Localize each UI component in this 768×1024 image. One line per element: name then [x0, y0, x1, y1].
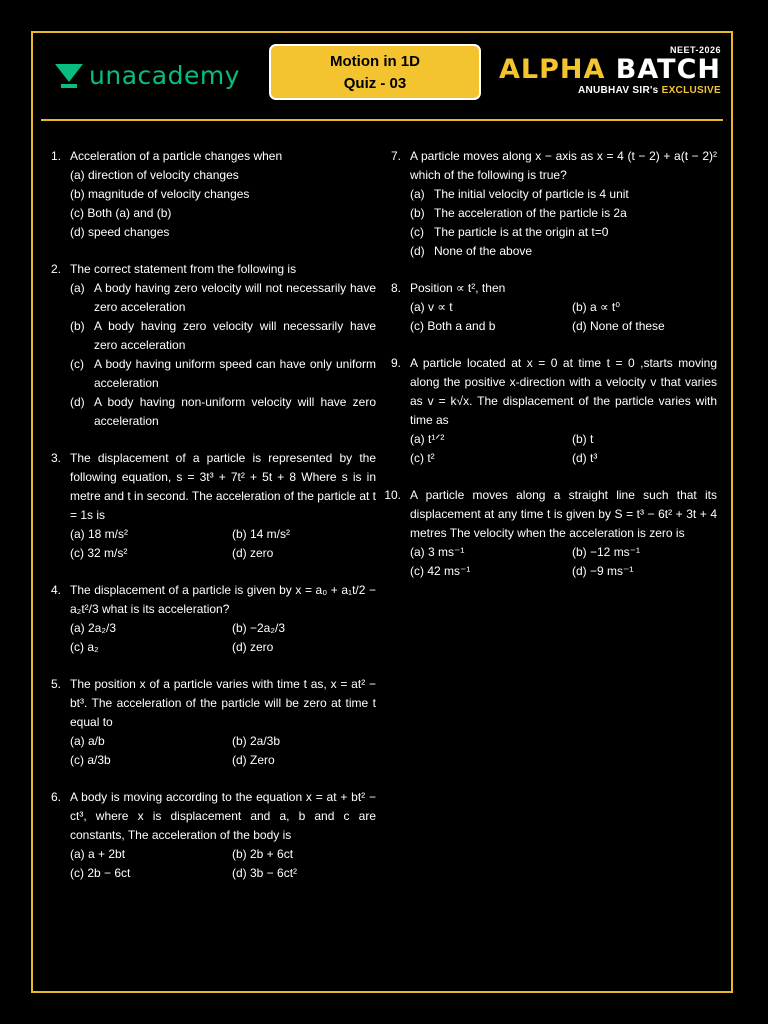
option: (d) t³	[572, 451, 598, 465]
question-stem: The position x of a particle varies with time t as, x = at² − bt³. The acceleration of the particle will be zero at time t equal to	[70, 677, 376, 729]
question-stem: Acceleration of a particle changes when	[70, 149, 283, 163]
question-4	[43, 581, 376, 657]
question-number: 7.	[390, 149, 401, 163]
question-stem: The correct statement from the following is	[70, 262, 297, 276]
question-body	[410, 279, 717, 336]
page-frame	[31, 31, 733, 993]
question-10	[383, 486, 717, 581]
question-number: 8.	[390, 281, 401, 295]
question-7	[383, 147, 717, 261]
option-text: A body having uniform speed can have only uniform acceleration	[94, 357, 376, 390]
question-body	[70, 675, 376, 770]
question-number: 4.	[50, 583, 61, 597]
option-grid	[70, 525, 376, 563]
option-letter: (a)	[70, 281, 85, 295]
question-number: 2.	[50, 262, 61, 276]
unacademy-logo	[53, 61, 240, 90]
option: (d) None of these	[572, 319, 665, 333]
option: (c) Both (a) and (b)	[70, 206, 172, 220]
option-letter: (d)	[410, 244, 425, 258]
option: (c) a₂	[70, 640, 99, 654]
header-divider	[41, 119, 723, 121]
neet-label: NEET-2026	[669, 45, 721, 55]
alpha-batch-title	[499, 55, 721, 85]
question-body	[70, 260, 376, 431]
option-grid	[410, 298, 717, 336]
option	[70, 317, 376, 355]
quiz-title-box	[269, 44, 481, 100]
question-stem: The displacement of a particle is given by x = a₀ + a₁t/2 − a₂t²/3 what is its acceleration?	[70, 583, 376, 616]
question-body	[70, 788, 376, 883]
right-column	[383, 147, 717, 599]
option: (b) −12 ms⁻¹	[572, 545, 641, 559]
question-8	[383, 279, 717, 336]
option-text: A body having non-uniform velocity will have zero acceleration	[94, 395, 376, 428]
option-text: A body having zero velocity will not necessarily have zero acceleration	[94, 281, 376, 314]
option: (d) speed changes	[70, 225, 170, 239]
option-text: The acceleration of the particle is 2a	[434, 206, 627, 220]
alpha-word: ALPHA	[498, 54, 606, 85]
option: (c) 32 m/s²	[70, 546, 128, 560]
question-stem: A body is moving according to the equation x = at + bt² − ct³, where x is displacement and a, b and c are constants, The acceleration of the body is	[70, 790, 376, 842]
question-body	[410, 354, 717, 468]
option	[70, 393, 376, 431]
option: (a) 3 ms⁻¹	[410, 545, 465, 559]
question-stem: A particle moves along a straight line such that its displacement at any time t is given by S = t³ − 6t² + 3t + 4 metres The velocity when the acceleration is zero is	[410, 488, 717, 540]
option-letter: (c)	[70, 357, 84, 371]
option	[70, 279, 376, 317]
question-number: 6.	[50, 790, 61, 804]
option: (d) zero	[232, 640, 274, 654]
option: (c) 2b − 6ct	[70, 866, 131, 880]
option: (c) 42 ms⁻¹	[410, 564, 471, 578]
option	[410, 242, 717, 261]
batch-word: BATCH	[615, 54, 721, 85]
option: (c) a/3b	[70, 753, 111, 767]
question-number: 5.	[50, 677, 61, 691]
option-grid	[70, 732, 376, 770]
option: (a) t¹ᐟ²	[410, 432, 445, 446]
question-stem: The displacement of a particle is represented by the following equation, s = 3t³ + 7t² + 5t + 8 Where s is in metre and t in second. The acceleration of the particle at t = 1s is	[70, 451, 376, 522]
option: (a) 18 m/s²	[70, 527, 129, 541]
question-body	[410, 486, 717, 581]
question-number: 3.	[50, 451, 61, 465]
option: (d) Zero	[232, 753, 275, 767]
option-letter: (a)	[410, 187, 425, 201]
option-text: The particle is at the origin at t=0	[434, 225, 609, 239]
option-letter: (c)	[410, 225, 424, 239]
question-body	[410, 147, 717, 261]
option-text: The initial velocity of particle is 4 unit	[434, 187, 629, 201]
option: (b) magnitude of velocity changes	[70, 187, 250, 201]
question-6	[43, 788, 376, 883]
header	[33, 33, 731, 119]
quiz-topic: Motion in 1D	[330, 53, 420, 70]
question-stem: Position ∝ t², then	[410, 281, 506, 295]
option: (b) 2a/3b	[232, 734, 281, 748]
question-1	[43, 147, 376, 242]
option: (b) a ∝ t⁰	[572, 300, 621, 314]
option: (a) 2a₂/3	[70, 621, 117, 635]
option-letter: (b)	[410, 206, 425, 220]
option	[70, 355, 376, 393]
option-grid	[410, 430, 717, 468]
option: (b) t	[572, 432, 594, 446]
logo-text: unacademy	[89, 61, 240, 90]
option-grid	[410, 543, 717, 581]
exclusive-word: EXCLUSIVE	[661, 85, 721, 96]
option: (c) Both a and b	[410, 319, 496, 333]
option: (d) −9 ms⁻¹	[572, 564, 634, 578]
option: (b) 2b + 6ct	[232, 847, 294, 861]
question-stem: A particle located at x = 0 at time t = 0 ,starts moving along the positive x-direction with a velocity v that varies as v = k√x. The displacement of the particle varies with time as	[410, 356, 717, 427]
question-5	[43, 675, 376, 770]
option: (a) a + 2bt	[70, 847, 126, 861]
exclusive-line	[499, 85, 721, 96]
option	[410, 223, 717, 242]
option: (d) 3b − 6ct²	[232, 866, 298, 880]
option: (b) −2a₂/3	[232, 621, 286, 635]
option-grid	[70, 845, 376, 883]
question-body	[70, 581, 376, 657]
question-number: 9.	[390, 356, 401, 370]
question-9	[383, 354, 717, 468]
option: (a) a/b	[70, 734, 105, 748]
option-grid	[70, 619, 376, 657]
option-letter: (b)	[70, 319, 85, 333]
question-number: 10.	[384, 488, 401, 502]
left-column	[43, 147, 376, 901]
option: (a) v ∝ t	[410, 300, 453, 314]
option	[410, 204, 717, 223]
quiz-number: Quiz - 03	[343, 75, 407, 92]
option: (d) zero	[232, 546, 274, 560]
question-body	[70, 147, 376, 242]
option: (c) t²	[410, 451, 435, 465]
option: (b) 14 m/s²	[232, 527, 291, 541]
option: (a) direction of velocity changes	[70, 168, 239, 182]
author-label: ANUBHAV SIR's	[577, 85, 659, 96]
alpha-batch-badge	[499, 45, 721, 96]
question-stem: A particle moves along x − axis as x = 4 (t − 2) + a(t − 2)² which of the following is true?	[410, 149, 717, 182]
option-text: None of the above	[434, 244, 533, 258]
question-number: 1.	[50, 149, 61, 163]
question-2	[43, 260, 376, 431]
option-text: A body having zero velocity will necessarily have zero acceleration	[94, 319, 376, 352]
question-body	[70, 449, 376, 563]
unacademy-logo-icon	[53, 62, 85, 90]
question-3	[43, 449, 376, 563]
option	[410, 185, 717, 204]
option-letter: (d)	[70, 395, 85, 409]
